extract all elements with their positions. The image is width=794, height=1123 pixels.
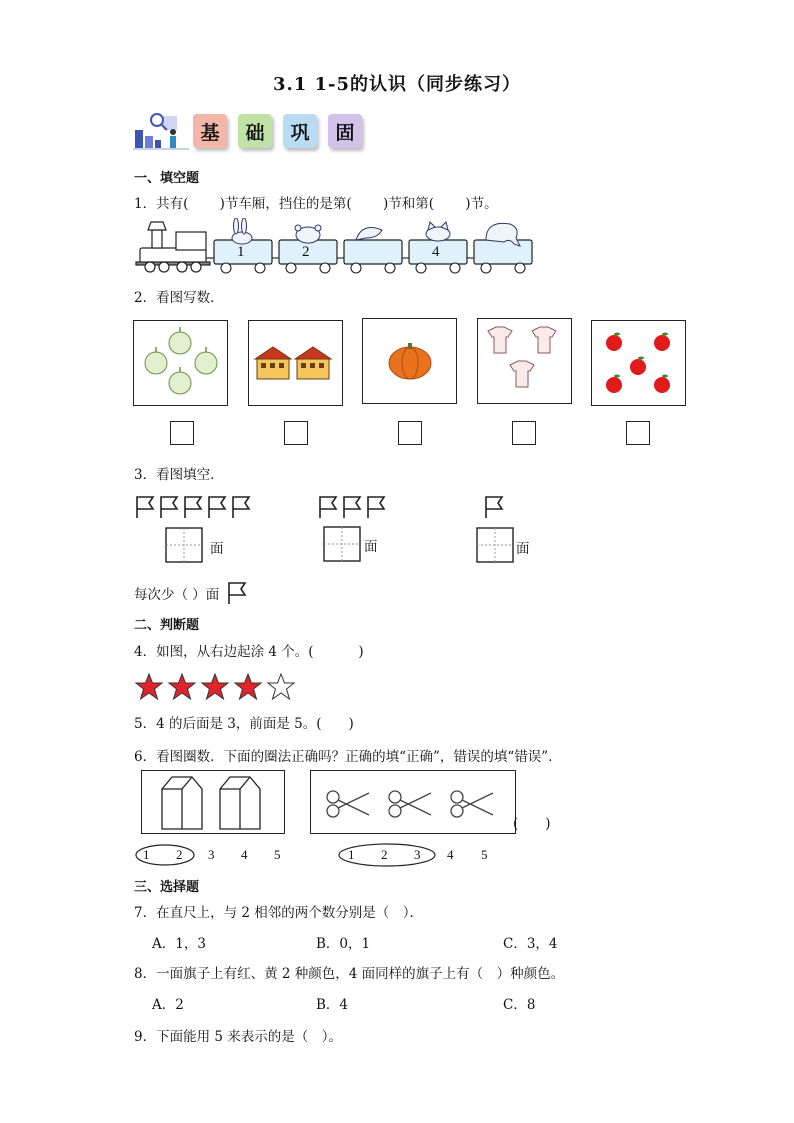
flag-icon — [134, 494, 254, 520]
cabbage-icon — [134, 321, 227, 405]
grid-box-1[interactable] — [165, 527, 203, 567]
q7-option-c[interactable]: C．3，4 — [503, 936, 558, 952]
house-icon — [249, 321, 342, 405]
answer-box-1[interactable] — [170, 421, 194, 445]
unit-label-1: 面 — [210, 541, 224, 557]
left-number-4: 4 — [241, 847, 248, 862]
banner-char-2: 础 — [238, 114, 272, 148]
banner-char-3: 巩 — [283, 114, 317, 148]
picture-box-shirts — [477, 318, 572, 404]
q8-option-c[interactable]: C．8 — [503, 997, 536, 1013]
flags-group-3 — [317, 494, 392, 524]
left-number-3: 3 — [208, 847, 215, 862]
left-number-2: 2 — [176, 847, 183, 862]
q7-option-b[interactable]: B．0，1 — [316, 936, 371, 952]
answer-box-4[interactable] — [512, 421, 536, 445]
answer-box-3[interactable] — [398, 421, 422, 445]
question-7: 7．在直尺上，与 2 相邻的两个数分别是（ ）． — [134, 905, 424, 921]
banner-char-1: 基 — [193, 114, 227, 148]
q8-option-a[interactable]: A．2 — [152, 997, 184, 1013]
right-number-5: 5 — [481, 847, 488, 862]
banner-char-4: 固 — [328, 114, 362, 148]
flag-icon — [226, 580, 250, 610]
milk-carton-icon — [142, 771, 284, 833]
question-3: 3．看图填空． — [134, 467, 224, 483]
apple-icon — [592, 321, 685, 405]
section-true-false: 二、判断题 — [134, 618, 200, 633]
section-fill-in: 一、填空题 — [134, 171, 200, 186]
question-9: 9．下面能用 5 来表示的是（ ）。 — [134, 1029, 343, 1045]
grid-box-3[interactable] — [476, 527, 514, 567]
shirt-icon — [478, 319, 571, 403]
answer-paren-6[interactable]: ( ) — [513, 816, 551, 832]
right-number-1: 1 — [348, 847, 355, 862]
answer-box-5[interactable] — [626, 421, 650, 445]
flags-group-1 — [483, 494, 509, 524]
pumpkin-icon — [363, 319, 456, 403]
picture-box-cabbages — [133, 320, 228, 406]
train-icon — [134, 218, 544, 274]
page-title: 3.1 1-5的认识（同步练习） — [272, 74, 522, 95]
banner-icon — [133, 110, 189, 156]
question-1: 1．共有( )节车厢，挡住的是第( )节和第( )节。 — [134, 196, 498, 212]
grid-box-2[interactable] — [323, 526, 361, 566]
stars-row — [134, 672, 302, 706]
picture-box-houses — [248, 320, 343, 406]
wagon-number-4: 4 — [432, 244, 440, 260]
scissors-icon — [311, 771, 515, 833]
question-4: 4．如图，从右边起涂 4 个。( ) — [134, 644, 364, 660]
flags-group-5 — [134, 494, 254, 524]
picture-box-milk-cartons — [141, 770, 285, 834]
right-number-2: 2 — [381, 847, 388, 862]
wagon-number-1: 1 — [237, 244, 245, 260]
question-2: 2．看图写数． — [134, 290, 224, 306]
q8-option-b[interactable]: B．4 — [316, 997, 349, 1013]
question-6: 6．看图圈数．下面的圈法正确吗？正确的填“正确”，错误的填“错误”． — [134, 749, 562, 765]
unit-label-2: 面 — [364, 539, 378, 555]
star-icon — [134, 672, 302, 702]
picture-box-pumpkin — [362, 318, 457, 404]
flag-icon — [483, 494, 509, 520]
picture-box-scissors — [310, 770, 516, 834]
flag-icon — [317, 494, 392, 520]
unit-label-3: 面 — [516, 541, 530, 557]
train-illustration — [134, 218, 544, 274]
answer-box-2[interactable] — [284, 421, 308, 445]
section-multiple-choice: 三、选择题 — [134, 880, 200, 895]
question-5: 5．4 的后面是 3，前面是 5。( ) — [134, 716, 354, 732]
wagon-number-2: 2 — [302, 244, 310, 260]
right-number-4: 4 — [447, 847, 454, 862]
picture-box-apples — [591, 320, 686, 406]
left-number-5: 5 — [274, 847, 281, 862]
right-number-3: 3 — [414, 847, 421, 862]
left-number-1: 1 — [143, 847, 150, 862]
question-8: 8．一面旗子上有红、黄 2 种颜色，4 面同样的旗子上有（ ）种颜色。 — [134, 966, 565, 982]
question-3-bottom: 每次少（ ）面 — [134, 587, 220, 603]
q7-option-a[interactable]: A．1，3 — [152, 936, 206, 952]
